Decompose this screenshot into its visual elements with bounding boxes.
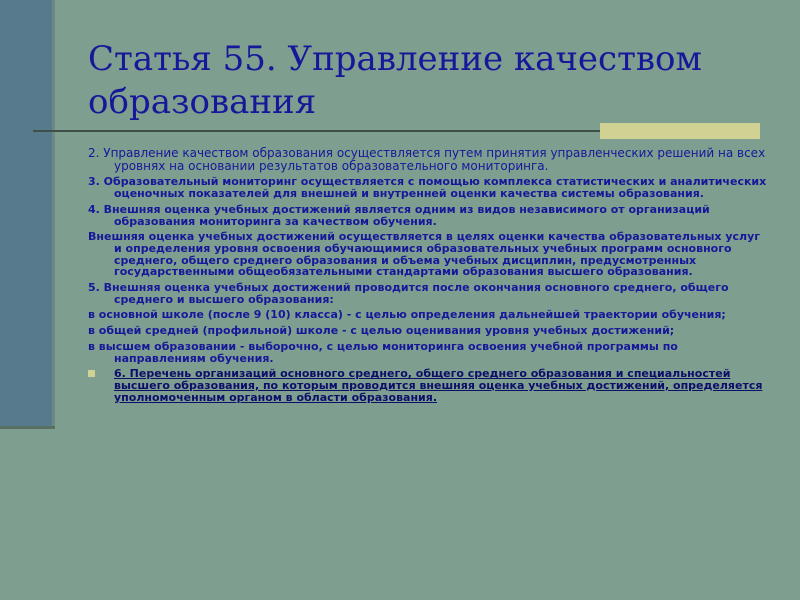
accent-bar <box>600 123 760 139</box>
paragraph-1: 2. Управление качеством образования осуществляется путем принятия управленческих решений на всех уровнях на основании результатов образовательного мониторинга. <box>88 146 766 173</box>
bulleted-link-item[interactable] <box>88 368 768 403</box>
paragraph-5: 5. Внешняя оценка учебных достижений проводится после окончания основного среднего, общего среднего и высшего образования: <box>88 281 729 306</box>
sidebar-shadow <box>52 0 55 428</box>
paragraph-2: 3. Образовательный мониторинг осуществляется с помощью комплекса статистических и аналитических оценочных показателей для внешней и внутренней оценки качества системы образования. <box>88 175 767 201</box>
square-bullet-icon <box>88 370 95 377</box>
slide-title: Статья 55. Управление качеством образования <box>88 39 702 122</box>
slide-body <box>88 147 768 407</box>
paragraph-4: Внешняя оценка учебных достижений осуществляется в целях оценки качества образовательных услуг и определения уровня освоения обучающимися образовательных учебных программ основного среднего, общего среднего образования и объема учебных дисциплин, предусмотренных государственными общеобязательными стандартами образования высшего образования. <box>88 230 760 279</box>
last-item-link-text[interactable]: 6. Перечень организаций основного среднего, общего среднего образования и специальностей высшего образования, по которым проводится внешняя оценка учебных достижений, определяется уполномоченным органом в области образования. <box>114 367 763 404</box>
paragraph-6: в основной школе (после 9 (10) класса) - с целью определения дальнейшей траектории обучения; <box>88 308 726 322</box>
paragraph-7: в общей средней (профильной) школе - с целью оценивания уровня учебных достижений; <box>88 324 675 338</box>
sidebar-bottom-edge <box>0 426 55 429</box>
sidebar-decoration <box>0 0 52 428</box>
paragraph-8: в высшем образовании - выборочно, с целью мониторинга освоения учебной программы по направлениям обучения. <box>88 339 678 365</box>
paragraph-3: 4. Внешняя оценка учебных достижений является одним из видов независимого от организаций образования мониторинга за качеством обучения. <box>88 202 710 228</box>
